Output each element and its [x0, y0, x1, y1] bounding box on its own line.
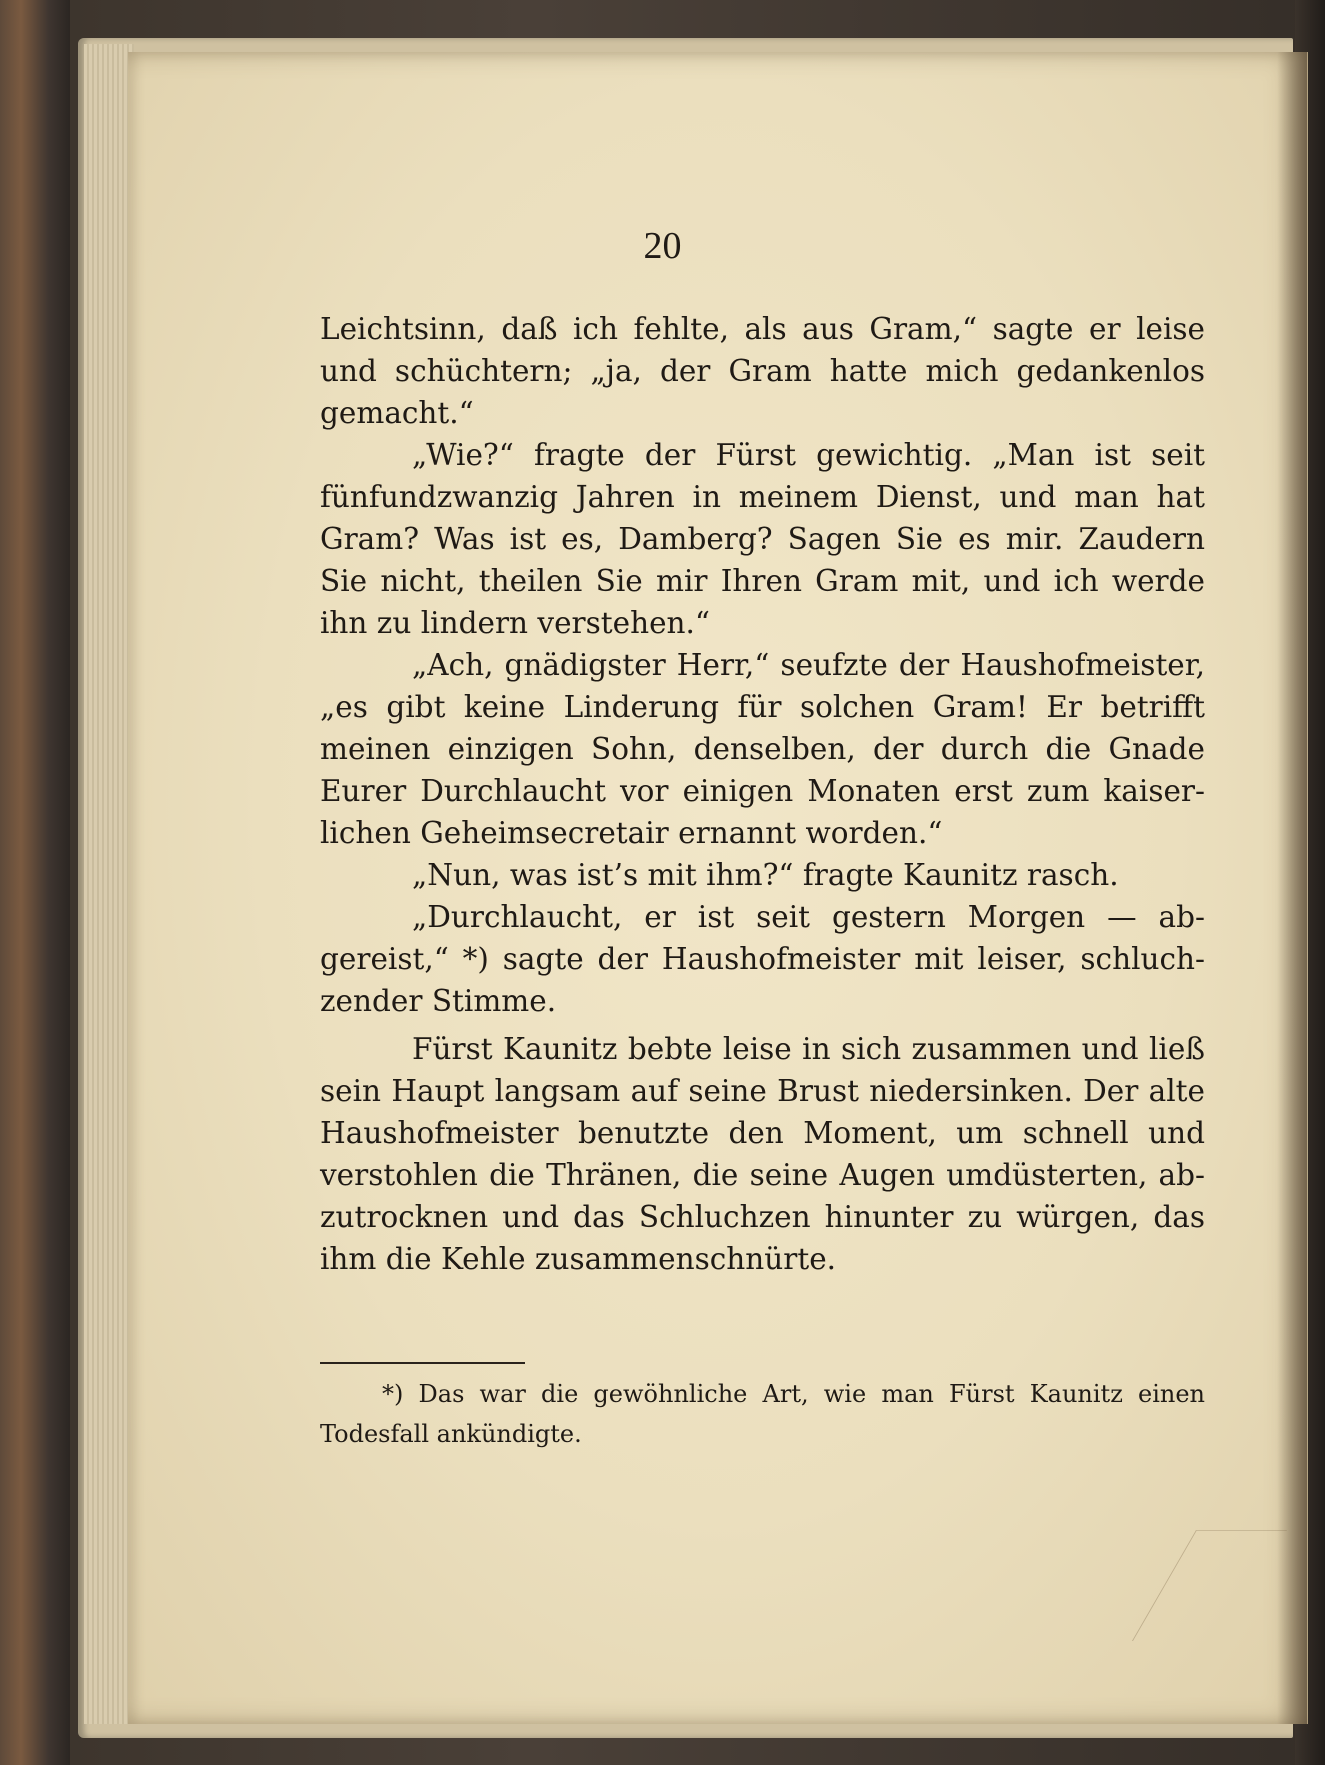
footnote: *) Das war die gewöhnliche Art, wie man Fürst Kaunitz einen Todesfall ankündigte.: [320, 1380, 1205, 1448]
footnote-divider: [320, 1362, 525, 1364]
page-number: 20: [643, 225, 682, 267]
gutter-shadow: [1277, 52, 1307, 1724]
body-text: [320, 308, 1205, 1280]
page-edges: [84, 44, 134, 1724]
paragraph-5: „Durchlaucht, er ist seit gestern Morgen — ab-gereist,“ *) sagte der Haushofmeister mit leiser, schluch-zender Stimme.: [320, 900, 1205, 1018]
paragraph-1: Leichtsinn, daß ich fehlte, als aus Gram,“ sagte er leise und schüchtern; „ja, der Gram hatte mich gedankenlos gemacht.“: [320, 312, 1205, 430]
paragraph-4: „Nun, was ist’s mit ihm?“ fragte Kaunitz rasch.: [412, 858, 1119, 892]
paragraph-2: „Wie?“ fragte der Fürst gewichtig. „Man ist seit fünfundzwanzig Jahren in meinem Dienst, und man hat Gram? Was ist es, Damberg? Sagen Sie es mir. Zaudern Sie nicht, theilen Sie mir Ihren Gram mit, und ich werde ihn zu lindern verstehen.“: [320, 438, 1205, 640]
paragraph-6: Fürst Kaunitz bebte leise in sich zusammen und ließ sein Haupt langsam auf seine Brust niedersinken. Der alte Haushofmeister benutzte den Moment, um schnell und verstohlen die Thränen, die seine Augen umdüsterten, ab-zutrocknen und das Schluchzen hinunter zu würgen, das ihm die Kehle zusammenschnürte.: [320, 1032, 1205, 1276]
paragraph-3: „Ach, gnädigster Herr,“ seufzte der Haushofmeister, „es gibt keine Linderung für solchen Gram! Er betrifft meinen einzigen Sohn, denselben, der durch die Gnade Eurer Durchlaucht vor einigen Monaten erst zum kaiser-lichen Geheimsecretair ernannt worden.“: [320, 648, 1205, 850]
